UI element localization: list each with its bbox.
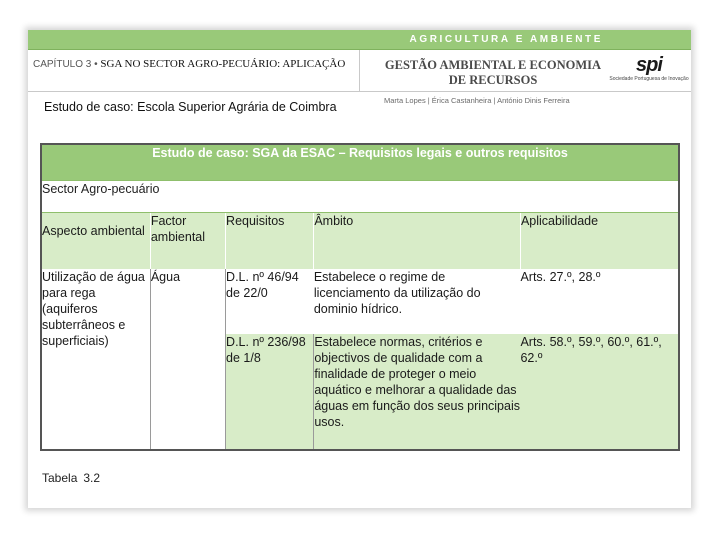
column-header-row — [41, 213, 679, 270]
table-caption — [42, 471, 100, 485]
book-title-line2: DE RECURSOS — [448, 73, 538, 87]
col-header-requisitos: Requisitos — [226, 213, 314, 270]
table-title: Estudo de caso: SGA da ESAC – Requisitos legais e outros requisitos — [41, 144, 679, 181]
ambito-cell: Estabelece normas, critérios e objectivos de qualidade com a finalidade de proteger o meio aquático e melhorar a qualidade das águas em função dos seus principais usos. — [314, 334, 521, 450]
header-underline — [28, 91, 691, 92]
spi-logo — [608, 54, 690, 88]
chapter-heading — [33, 58, 353, 71]
sector-label: Sector Agro-pecuário — [41, 181, 679, 213]
top-banner — [28, 30, 691, 49]
requisito-cell: D.L. nº 236/98 de 1/8 — [226, 334, 314, 450]
chapter-title: SGA NO SECTOR AGRO-PECUÁRIO: APLICAÇÃO — [100, 58, 346, 70]
logo-mark: spi — [636, 54, 662, 76]
logo-subtitle: Sociedade Portuguesa de Inovação — [609, 76, 689, 82]
aplicabilidade-cell: Arts. 58.º, 59.º, 60.º, 61.º, 62.º — [520, 334, 679, 450]
ambito-cell: Estabelece o regime de licenciamento da utilização do dominio hídrico. — [314, 269, 521, 334]
col-header-aspect: Aspecto ambiental — [41, 213, 150, 270]
factor-cell: Água — [150, 269, 225, 450]
requirements-table — [40, 143, 680, 451]
chapter-prefix: CAPÍTULO 3 • — [33, 59, 98, 70]
aspect-cell: Utilização de água para rega (aquiferos subterrâneos e superficiais) — [41, 269, 150, 450]
authors: Marta Lopes | Érica Castanheira | António Dinis Ferreira — [384, 96, 570, 105]
col-header-aplicabilidade: Aplicabilidade — [520, 213, 679, 270]
book-title-line1: GESTÃO AMBIENTAL E ECONOMIA — [384, 58, 602, 72]
slide-frame — [28, 30, 691, 508]
table-row — [41, 269, 679, 334]
requisito-cell: D.L. nº 46/94 de 22/0 — [226, 269, 314, 334]
caption-number: 3.2 — [83, 471, 101, 485]
table-title-row — [41, 144, 679, 181]
brand-text: AGRICULTURA E AMBIENTE — [409, 34, 603, 45]
book-title — [373, 58, 613, 88]
sector-row — [41, 181, 679, 213]
slide-subtitle: Estudo de caso: Escola Superior Agrária de Coimbra — [44, 100, 337, 114]
caption-label: Tabela — [42, 471, 78, 485]
aplicabilidade-cell: Arts. 27.º, 28.º — [520, 269, 679, 334]
header-divider — [359, 50, 360, 91]
col-header-ambito: Âmbito — [314, 213, 521, 270]
col-header-factor: Factor ambiental — [150, 213, 225, 270]
